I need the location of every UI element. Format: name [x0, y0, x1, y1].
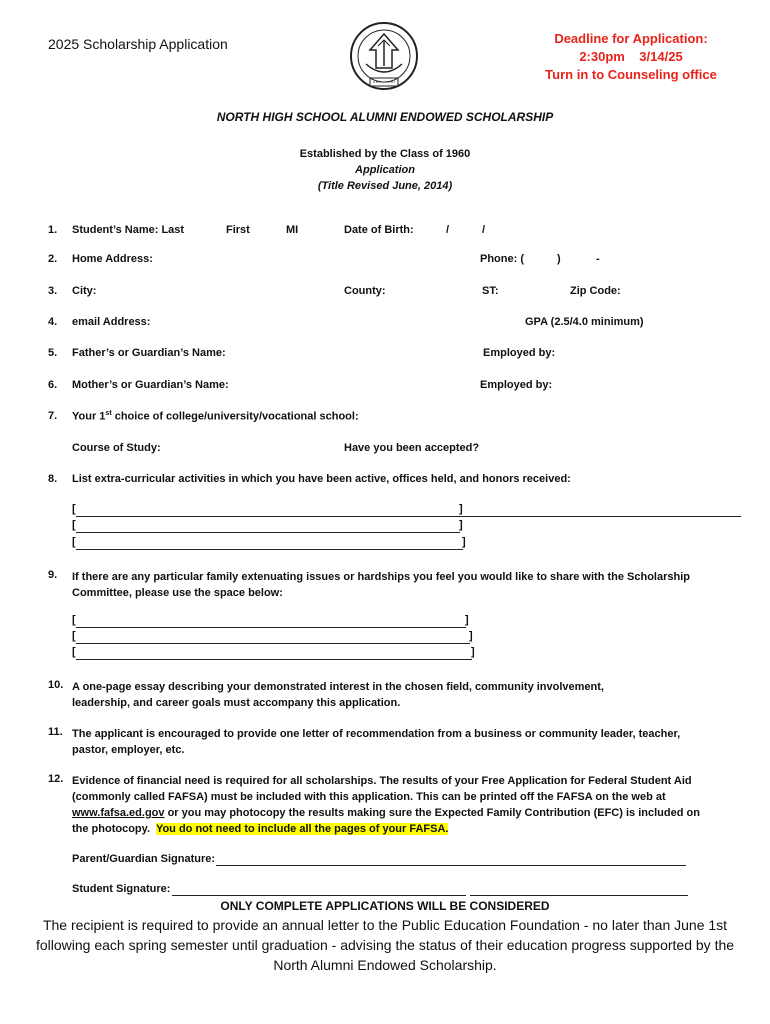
home-address-label[interactable]: Home Address: [72, 253, 153, 265]
mother-name-label[interactable]: Mother’s or Guardian’s Name: [72, 379, 229, 391]
school-seal-logo [348, 20, 420, 96]
financial-line: (commonly called FAFSA) must be included with this application. This can be printed off the FAFSA on the web at [72, 791, 666, 803]
deadline-notice [520, 30, 742, 84]
mother-employer-label[interactable]: Employed by: [480, 379, 553, 391]
financial-line [72, 805, 700, 821]
phone-paren: ) [557, 253, 561, 265]
close-bracket: ] [469, 630, 473, 642]
recommendation-line: pastor, employer, etc. [72, 744, 185, 756]
college-choice-pre: Your 1 [72, 410, 106, 423]
college-choice-post: choice of college/university/vocational school: [111, 410, 359, 423]
open-bracket: [ [72, 519, 76, 531]
item-number: 2. [48, 253, 58, 265]
gpa-label[interactable]: GPA (2.5/4.0 minimum) [525, 316, 644, 328]
item-number: 7. [48, 410, 58, 422]
complete-applications-notice: ONLY COMPLETE APPLICATIONS WILL BE CONSIDERED [220, 899, 550, 913]
close-bracket: ] [465, 614, 469, 626]
deadline-line: 2:30pm 3/14/25 [579, 49, 683, 64]
parent-signature-line[interactable] [216, 865, 686, 866]
close-bracket: ] [471, 646, 475, 658]
middle-initial-label[interactable]: MI [286, 224, 299, 236]
ordinal-suffix: st [105, 410, 112, 417]
date-of-birth-label[interactable]: Date of Birth: [344, 224, 414, 236]
open-bracket: [ [72, 536, 76, 548]
recipient-requirement-footer [0, 915, 770, 975]
item-number: 9. [48, 569, 58, 581]
parent-signature-label: Parent/Guardian Signature: [72, 853, 216, 865]
phone-dash: - [596, 253, 600, 265]
activities-line[interactable] [76, 549, 463, 550]
activities-line[interactable] [76, 516, 741, 517]
hardships-answer-line[interactable] [76, 643, 470, 644]
hardships-answer-line[interactable] [76, 627, 466, 628]
item-number: 12. [48, 773, 64, 785]
recommendation-line: The applicant is encouraged to provide one letter of recommendation from a business or community leader, teacher, [72, 728, 681, 740]
hardships-answer-line[interactable] [76, 659, 472, 660]
revised-line: (Title Revised June, 2014) [317, 180, 453, 192]
college-choice-label[interactable] [72, 410, 359, 423]
item-number: 6. [48, 379, 58, 391]
county-label[interactable]: County: [344, 285, 386, 297]
footer-line: The recipient is required to provide an annual letter to the Public Education Foundation - no later than June 1st [42, 917, 728, 933]
father-name-label[interactable]: Father’s or Guardian’s Name: [72, 347, 226, 359]
hardships-line: If there are any particular family extenuating issues or hardships you feel you would like to share with the Scholarship [72, 571, 690, 583]
close-bracket: ] [462, 536, 466, 548]
open-bracket: [ [72, 614, 76, 626]
open-bracket: [ [72, 503, 76, 515]
application-year-title: 2025 Scholarship Application [48, 36, 228, 52]
city-label[interactable]: City: [72, 285, 97, 297]
accepted-label[interactable]: Have you been accepted? [344, 442, 480, 454]
close-bracket: ] [459, 503, 463, 515]
father-employer-label[interactable]: Employed by: [483, 347, 556, 359]
item-number: 10. [48, 679, 64, 691]
document-title: NORTH HIGH SCHOOL ALUMNI ENDOWED SCHOLARSHIP [216, 110, 554, 124]
financial-line-text: or you may photocopy the results making sure the Expected Family Contribution (EFC) is included on [164, 807, 700, 819]
financial-line-text: the photocopy. [72, 823, 156, 835]
essay-line: A one-page essay describing your demonstrated interest in the chosen field, community involvement, [72, 681, 604, 693]
fafsa-pages-highlight: You do not need to include all the pages of your FAFSA. [155, 823, 449, 835]
item-number: 11. [48, 726, 63, 738]
deadline-line: Turn in to Counseling office [545, 67, 717, 82]
item-number: 5. [48, 347, 58, 359]
state-label[interactable]: ST: [482, 285, 499, 297]
student-signature-label: Student Signature: [72, 883, 171, 895]
essay-line: leadership, and career goals must accompany this application. [72, 697, 401, 709]
deadline-line: Deadline for Application: [554, 31, 708, 46]
dob-slash: / [446, 224, 450, 236]
essay-requirement [72, 679, 604, 711]
item-number: 3. [48, 285, 58, 297]
hardships-line: Committee, please use the space below: [72, 587, 283, 599]
established-line: Established by the Class of 1960 [299, 148, 471, 160]
footer-line: North Alumni Endowed Scholarship. [273, 957, 497, 973]
financial-need-requirement [72, 773, 700, 837]
last-name-label[interactable]: Student’s Name: Last [72, 224, 185, 236]
item-number: 4. [48, 316, 58, 328]
course-of-study-label[interactable]: Course of Study: [72, 442, 161, 454]
application-line: Application [355, 164, 415, 176]
email-label[interactable]: email Address: [72, 316, 151, 328]
recommendation-requirement [72, 726, 680, 758]
first-name-label[interactable]: First [226, 224, 250, 236]
financial-line [72, 821, 700, 837]
signature-date-line[interactable] [470, 895, 688, 896]
hardships-label [72, 569, 690, 601]
activities-label: List extra-curricular activities in which you have been active, offices held, and honors received: [72, 473, 571, 485]
close-bracket: ] [459, 519, 463, 531]
open-bracket: [ [72, 630, 76, 642]
item-number: 1. [48, 224, 58, 236]
activities-line[interactable] [76, 532, 460, 533]
footer-line: following each spring semester until graduation - advising the status of their education progress supported by the [35, 937, 735, 953]
fafsa-link[interactable]: www.fafsa.ed.gov [72, 807, 165, 819]
student-signature-line[interactable] [172, 895, 466, 896]
zip-code-label[interactable]: Zip Code: [570, 285, 621, 297]
financial-line: Evidence of financial need is required for all scholarships. The results of your Free Application for Federal Student Aid [72, 775, 692, 787]
phone-label[interactable]: Phone: ( [480, 253, 524, 265]
open-bracket: [ [72, 646, 76, 658]
dob-slash: / [482, 224, 486, 236]
item-number: 8. [48, 473, 58, 485]
subtitle-block [0, 146, 770, 194]
